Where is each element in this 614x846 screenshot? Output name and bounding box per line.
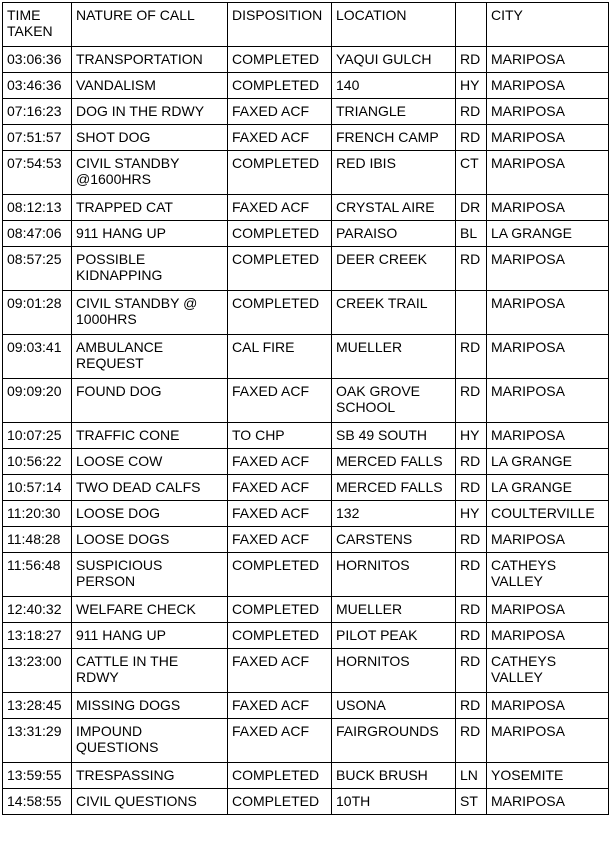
cell-nature-of-call: VANDALISM: [72, 73, 228, 99]
cell-nature-of-call: 911 HANG UP: [72, 221, 228, 247]
cell-street-type: RD: [456, 527, 487, 553]
call-log-body: [3, 47, 609, 815]
call-log-table: [2, 2, 609, 815]
cell-time: 07:54:53: [3, 151, 72, 195]
cell-city: MARIPOSA: [487, 623, 609, 649]
cell-disposition: TO CHP: [228, 423, 332, 449]
cell-nature-of-call: WELFARE CHECK: [72, 597, 228, 623]
cell-time: 08:47:06: [3, 221, 72, 247]
cell-time: 13:28:45: [3, 693, 72, 719]
cell-location: BUCK BRUSH: [332, 763, 456, 789]
cell-street-type: RD: [456, 379, 487, 423]
cell-nature-of-call: IMPOUND QUESTIONS: [72, 719, 228, 763]
table-row: [3, 527, 609, 553]
cell-disposition: COMPLETED: [228, 763, 332, 789]
cell-nature-of-call: CIVIL STANDBY @ 1000HRS: [72, 291, 228, 335]
cell-city: MARIPOSA: [487, 195, 609, 221]
cell-street-type: HY: [456, 73, 487, 99]
cell-disposition: FAXED ACF: [228, 501, 332, 527]
cell-disposition: COMPLETED: [228, 789, 332, 815]
cell-location: MERCED FALLS: [332, 475, 456, 501]
cell-time: 11:56:48: [3, 553, 72, 597]
cell-nature-of-call: 911 HANG UP: [72, 623, 228, 649]
cell-time: 14:58:55: [3, 789, 72, 815]
table-row: [3, 125, 609, 151]
table-row: [3, 649, 609, 693]
cell-nature-of-call: CIVIL QUESTIONS: [72, 789, 228, 815]
cell-time: 13:59:55: [3, 763, 72, 789]
cell-street-type: RD: [456, 693, 487, 719]
cell-city: MARIPOSA: [487, 99, 609, 125]
cell-location: CARSTENS: [332, 527, 456, 553]
cell-time: 13:18:27: [3, 623, 72, 649]
cell-time: 07:16:23: [3, 99, 72, 125]
cell-location: HORNITOS: [332, 553, 456, 597]
cell-location: MUELLER: [332, 335, 456, 379]
table-row: [3, 99, 609, 125]
cell-nature-of-call: TWO DEAD CALFS: [72, 475, 228, 501]
cell-nature-of-call: TRANSPORTATION: [72, 47, 228, 73]
cell-nature-of-call: POSSIBLE KIDNAPPING: [72, 247, 228, 291]
cell-city: COULTERVILLE: [487, 501, 609, 527]
table-row: [3, 423, 609, 449]
cell-location: PARAISO: [332, 221, 456, 247]
cell-time: 10:57:14: [3, 475, 72, 501]
cell-street-type: LN: [456, 763, 487, 789]
cell-street-type: RD: [456, 597, 487, 623]
cell-street-type: HY: [456, 423, 487, 449]
cell-nature-of-call: LOOSE COW: [72, 449, 228, 475]
cell-location: 10TH: [332, 789, 456, 815]
cell-location: CRYSTAL AIRE: [332, 195, 456, 221]
cell-city: MARIPOSA: [487, 423, 609, 449]
cell-street-type: BL: [456, 221, 487, 247]
cell-street-type: RD: [456, 649, 487, 693]
cell-street-type: CT: [456, 151, 487, 195]
cell-disposition: FAXED ACF: [228, 719, 332, 763]
cell-city: MARIPOSA: [487, 47, 609, 73]
cell-city: MARIPOSA: [487, 693, 609, 719]
cell-street-type: RD: [456, 335, 487, 379]
cell-nature-of-call: FOUND DOG: [72, 379, 228, 423]
cell-nature-of-call: MISSING DOGS: [72, 693, 228, 719]
cell-disposition: FAXED ACF: [228, 475, 332, 501]
cell-disposition: COMPLETED: [228, 47, 332, 73]
cell-city: LA GRANGE: [487, 475, 609, 501]
cell-city: LA GRANGE: [487, 221, 609, 247]
cell-location: MERCED FALLS: [332, 449, 456, 475]
cell-city: MARIPOSA: [487, 125, 609, 151]
table-row: [3, 335, 609, 379]
cell-street-type: HY: [456, 501, 487, 527]
cell-city: MARIPOSA: [487, 527, 609, 553]
cell-city: MARIPOSA: [487, 291, 609, 335]
cell-disposition: FAXED ACF: [228, 125, 332, 151]
cell-city: MARIPOSA: [487, 247, 609, 291]
cell-time: 09:01:28: [3, 291, 72, 335]
cell-time: 13:31:29: [3, 719, 72, 763]
cell-city: MARIPOSA: [487, 379, 609, 423]
table-row: [3, 623, 609, 649]
table-row: [3, 763, 609, 789]
table-row: [3, 73, 609, 99]
header-time-taken: TIME TAKEN: [3, 3, 72, 47]
cell-disposition: FAXED ACF: [228, 449, 332, 475]
cell-location: FRENCH CAMP: [332, 125, 456, 151]
cell-nature-of-call: CIVIL STANDBY @1600HRS: [72, 151, 228, 195]
table-row: [3, 693, 609, 719]
cell-location: CREEK TRAIL: [332, 291, 456, 335]
table-row: [3, 221, 609, 247]
cell-time: 08:57:25: [3, 247, 72, 291]
cell-nature-of-call: TRESPASSING: [72, 763, 228, 789]
cell-disposition: COMPLETED: [228, 247, 332, 291]
cell-nature-of-call: LOOSE DOGS: [72, 527, 228, 553]
cell-disposition: COMPLETED: [228, 623, 332, 649]
cell-disposition: FAXED ACF: [228, 693, 332, 719]
cell-disposition: COMPLETED: [228, 597, 332, 623]
cell-disposition: FAXED ACF: [228, 99, 332, 125]
cell-disposition: COMPLETED: [228, 151, 332, 195]
cell-street-type: RD: [456, 449, 487, 475]
cell-street-type: RD: [456, 553, 487, 597]
table-row: [3, 789, 609, 815]
table-row: [3, 553, 609, 597]
cell-location: TRIANGLE: [332, 99, 456, 125]
cell-nature-of-call: SUSPICIOUS PERSON: [72, 553, 228, 597]
table-row: [3, 719, 609, 763]
cell-location: OAK GROVE SCHOOL: [332, 379, 456, 423]
cell-nature-of-call: DOG IN THE RDWY: [72, 99, 228, 125]
cell-location: RED IBIS: [332, 151, 456, 195]
cell-time: 10:56:22: [3, 449, 72, 475]
table-row: [3, 291, 609, 335]
header-location: LOCATION: [332, 3, 456, 47]
cell-location: USONA: [332, 693, 456, 719]
cell-disposition: COMPLETED: [228, 73, 332, 99]
cell-street-type: [456, 291, 487, 335]
table-row: [3, 475, 609, 501]
table-row: [3, 597, 609, 623]
cell-street-type: ST: [456, 789, 487, 815]
cell-location: 140: [332, 73, 456, 99]
cell-time: 03:06:36: [3, 47, 72, 73]
cell-time: 12:40:32: [3, 597, 72, 623]
cell-street-type: RD: [456, 719, 487, 763]
cell-city: MARIPOSA: [487, 597, 609, 623]
cell-disposition: COMPLETED: [228, 221, 332, 247]
cell-city: MARIPOSA: [487, 789, 609, 815]
cell-time: 09:03:41: [3, 335, 72, 379]
cell-time: 13:23:00: [3, 649, 72, 693]
cell-disposition: FAXED ACF: [228, 379, 332, 423]
cell-nature-of-call: TRAPPED CAT: [72, 195, 228, 221]
cell-time: 09:09:20: [3, 379, 72, 423]
cell-time: 11:20:30: [3, 501, 72, 527]
cell-street-type: RD: [456, 47, 487, 73]
cell-disposition: FAXED ACF: [228, 649, 332, 693]
cell-street-type: RD: [456, 125, 487, 151]
cell-location: PILOT PEAK: [332, 623, 456, 649]
cell-time: 07:51:57: [3, 125, 72, 151]
header-nature-of-call: NATURE OF CALL: [72, 3, 228, 47]
cell-street-type: RD: [456, 623, 487, 649]
table-row: [3, 501, 609, 527]
table-row: [3, 449, 609, 475]
cell-city: MARIPOSA: [487, 151, 609, 195]
cell-location: YAQUI GULCH: [332, 47, 456, 73]
header-disposition: DISPOSITION: [228, 3, 332, 47]
table-row: [3, 195, 609, 221]
cell-disposition: CAL FIRE: [228, 335, 332, 379]
cell-nature-of-call: SHOT DOG: [72, 125, 228, 151]
cell-city: CATHEYS VALLEY: [487, 649, 609, 693]
cell-city: LA GRANGE: [487, 449, 609, 475]
cell-location: HORNITOS: [332, 649, 456, 693]
cell-time: 03:46:36: [3, 73, 72, 99]
cell-street-type: RD: [456, 247, 487, 291]
cell-location: DEER CREEK: [332, 247, 456, 291]
cell-city: MARIPOSA: [487, 719, 609, 763]
cell-street-type: RD: [456, 475, 487, 501]
table-row: [3, 379, 609, 423]
cell-disposition: FAXED ACF: [228, 195, 332, 221]
cell-location: FAIRGROUNDS: [332, 719, 456, 763]
cell-location: MUELLER: [332, 597, 456, 623]
cell-city: MARIPOSA: [487, 73, 609, 99]
header-row: [3, 3, 609, 47]
cell-time: 08:12:13: [3, 195, 72, 221]
cell-disposition: FAXED ACF: [228, 527, 332, 553]
cell-street-type: DR: [456, 195, 487, 221]
cell-disposition: COMPLETED: [228, 291, 332, 335]
cell-disposition: COMPLETED: [228, 553, 332, 597]
cell-location: 132: [332, 501, 456, 527]
header-city: CITY: [487, 3, 609, 47]
cell-time: 11:48:28: [3, 527, 72, 553]
cell-nature-of-call: LOOSE DOG: [72, 501, 228, 527]
table-row: [3, 47, 609, 73]
cell-nature-of-call: CATTLE IN THE RDWY: [72, 649, 228, 693]
cell-city: MARIPOSA: [487, 335, 609, 379]
table-row: [3, 151, 609, 195]
cell-city: CATHEYS VALLEY: [487, 553, 609, 597]
cell-city: YOSEMITE: [487, 763, 609, 789]
cell-nature-of-call: AMBULANCE REQUEST: [72, 335, 228, 379]
table-row: [3, 247, 609, 291]
cell-location: SB 49 SOUTH: [332, 423, 456, 449]
cell-nature-of-call: TRAFFIC CONE: [72, 423, 228, 449]
cell-time: 10:07:25: [3, 423, 72, 449]
cell-street-type: RD: [456, 99, 487, 125]
header-street-type: [456, 3, 487, 47]
